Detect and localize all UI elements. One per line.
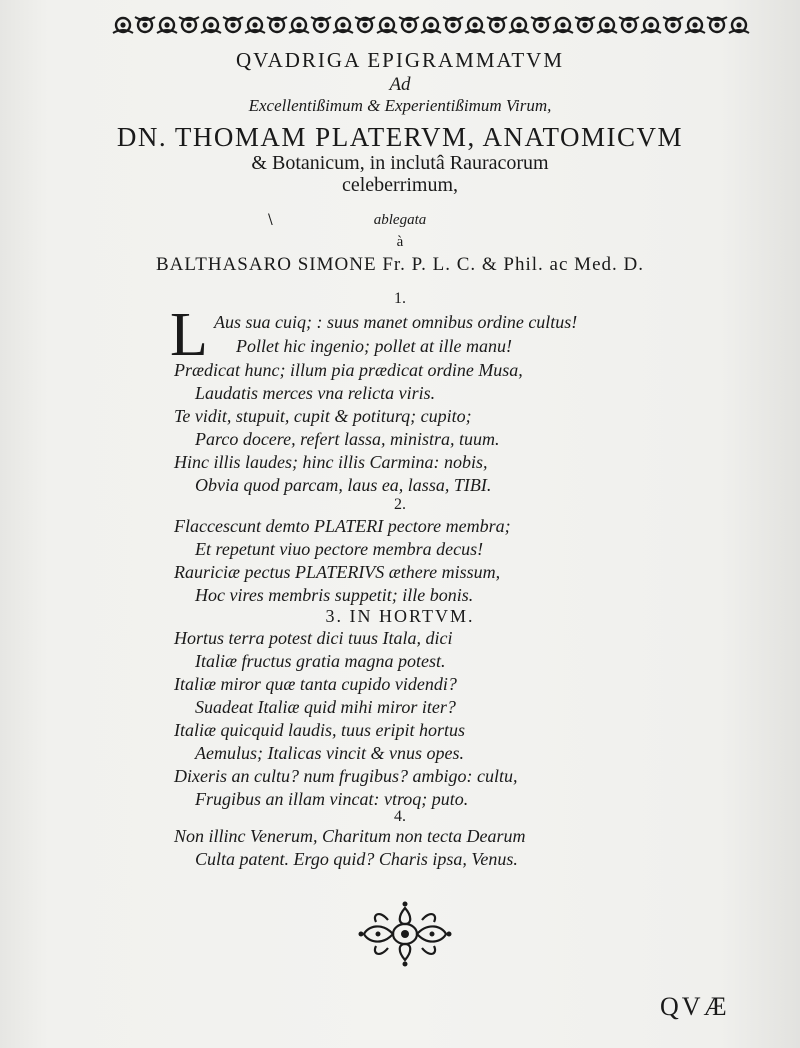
verse-line: Hoc vires membris suppetit; ille bonis. [195,585,474,605]
verse-line: Dixeris an cultu? num frugibus? ambigo: cultu, [174,766,518,786]
ad-line: Ad [389,74,411,95]
border-unit [597,18,617,33]
a-line: à [396,234,404,250]
verse-line: Obvia quod parcam, laus ea, lassa, TIBI. [195,475,492,495]
verse-line: Hinc illis laudes; hinc illis Carmina: nobis, [174,452,488,472]
border-unit [377,18,397,33]
dedication-line: Excellentißimum & Experientißimum Virum, [248,96,552,115]
dedicatee-name: DN. THOMAM PLATERVM, ANATOMICVM [116,122,684,152]
drop-capital: L [170,301,208,369]
verse-line: Prædicat hunc; illum pia prædicat ordine Musa, [174,360,523,380]
section-number-1: 1. [394,290,406,307]
title-line: QVADRIGA EPIGRAMMATVM [235,48,565,72]
verse-line: Culta patent. Ergo quid? Charis ipsa, Venus. [195,849,518,869]
dedicatee-title-cont: celeberrimum, [341,174,459,196]
verse-line: Flaccescunt demto PLATERI pectore membra; [174,516,511,536]
border-unit [553,18,573,33]
border-unit [619,17,639,32]
verse-line: Pollet hic ingenio; pollet at ille manu! [236,336,512,356]
verse-line: Non illinc Venerum, Charitum non tecta Dearum [174,826,526,846]
verse-line: Italiæ fructus gratia magna potest. [195,651,446,671]
verse-line: Rauriciæ pectus PLATERIVS æthere missum, [174,562,501,582]
border-unit [641,18,661,33]
tick-mark: \ [268,212,273,228]
ablegata-line: ablegata [373,212,427,228]
border-unit [575,17,595,32]
author-line: BALTHASARO SIMONE Fr. P. L. C. & Phil. ac Med. D. [156,254,644,275]
border-unit [267,17,287,32]
border-unit [487,17,507,32]
fleuron-ornament-icon [358,900,452,968]
floral-border-icon [112,14,752,36]
border-unit [531,17,551,32]
border-unit [685,18,705,33]
border-unit [663,17,683,32]
section-number-2: 2. [394,496,406,513]
verse-line: Suadeat Italiæ quid mihi miror iter? [195,697,456,717]
border-unit [289,18,309,33]
verse-line: Italiæ miror quæ tanta cupido videndi? [174,674,457,694]
border-unit [157,18,177,33]
border-unit [245,18,265,33]
border-unit [399,17,419,32]
verse-line: Parco docere, refert lassa, ministra, tuum. [195,429,500,449]
border-unit [707,17,727,32]
border-unit [421,18,441,33]
verse-line: Aemulus; Italicas vincit & vnus opes. [195,743,464,763]
verse-line: Laudatis merces vna relicta viris. [195,383,436,403]
border-unit [729,18,749,33]
border-unit [509,18,529,33]
border-unit [223,17,243,32]
border-unit [465,18,485,33]
verse-line: Italiæ quicquid laudis, tuus eripit hortus [174,720,466,740]
verse-line: Aus sua cuiq; : suus manet omnibus ordine cultus! [214,312,578,332]
border-unit [135,17,155,32]
border-unit [113,18,133,33]
section-heading-3: 3. IN HORTVM. [325,606,475,626]
border-unit [355,17,375,32]
verse-line: Et repetunt viuo pectore membra decus! [195,539,484,559]
border-unit [333,18,353,33]
border-unit [443,17,463,32]
verse-line: Hortus terra potest dici tuus Itala, dici [174,628,453,648]
verse-line: Te vidit, stupuit, cupit & potiturq; cupito; [174,406,472,426]
border-unit [179,17,199,32]
border-unit [311,17,331,32]
section-number-4: 4. [394,808,406,825]
dedicatee-title: & Botanicum, in inclutâ Rauracorum [251,152,549,174]
verse-line: Frugibus an illam vincat: vtroq; puto. [195,789,469,809]
catchword: QVÆ [660,992,730,1021]
border-unit [201,18,221,33]
